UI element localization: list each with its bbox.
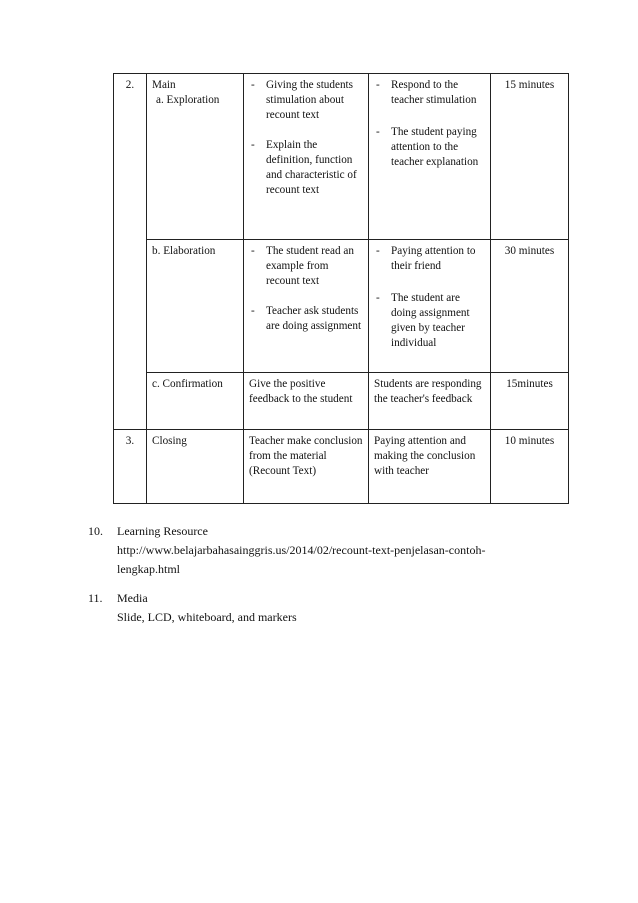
table-row <box>114 430 569 504</box>
stage-substep: b. Elaboration <box>152 245 216 257</box>
list-item: - The student paying attention to the teacher explanation <box>374 125 485 170</box>
list-item: - Paying attention to their friend <box>374 244 485 274</box>
student-activity-cell: Students are responding the teacher's feedback <box>369 373 491 430</box>
list-item: - Giving the students stimulation about recount text <box>249 78 363 123</box>
section-number: 11. <box>88 591 103 605</box>
stage-cell <box>147 373 244 430</box>
lesson-plan-table <box>113 73 569 504</box>
time-cell: 15 minutes <box>491 74 569 240</box>
stage-cell <box>147 240 244 373</box>
stage-cell <box>147 74 244 240</box>
table-row <box>114 240 569 373</box>
stage-substep: c. Confirmation <box>152 378 223 390</box>
stage-substep: Closing <box>152 435 187 447</box>
media-section <box>88 589 297 627</box>
section-title: Learning Resource <box>117 524 208 538</box>
time-cell: 10 minutes <box>491 430 569 504</box>
row-number <box>114 373 147 430</box>
section-title: Media <box>117 591 148 605</box>
table-row <box>114 74 569 240</box>
student-activity-cell: Paying attention and making the conclusion with teacher <box>369 430 491 504</box>
list-item: - The student read an example from recount text <box>249 244 363 289</box>
section-number: 10. <box>88 524 103 538</box>
stage-title: Main <box>152 79 176 91</box>
list-item: - The student are doing assignment given by teacher individual <box>374 291 485 351</box>
time-cell: 15minutes <box>491 373 569 430</box>
media-text: Slide, LCD, whiteboard, and markers <box>117 610 297 624</box>
list-item: - Respond to the teacher stimulation <box>374 78 485 108</box>
teacher-activity-cell: Give the positive feedback to the student <box>244 373 369 430</box>
teacher-activity-cell <box>244 74 369 240</box>
student-activity-cell <box>369 74 491 240</box>
row-number: 2. <box>114 74 147 240</box>
stage-cell <box>147 430 244 504</box>
row-number: 3. <box>114 430 147 504</box>
list-item: - Explain the definition, function and characteristic of recount text <box>249 138 363 198</box>
learning-resource-section <box>88 522 485 579</box>
resource-url-line: lengkap.html <box>117 562 180 576</box>
teacher-activity-cell <box>244 240 369 373</box>
row-number <box>114 240 147 373</box>
stage-substep: a. Exploration <box>156 94 220 106</box>
time-cell: 30 minutes <box>491 240 569 373</box>
resource-url-line: http://www.belajarbahasainggris.us/2014/02/recount-text-penjelasan-contoh- <box>117 543 486 557</box>
student-activity-cell <box>369 240 491 373</box>
list-item: - Teacher ask students are doing assignment <box>249 304 363 334</box>
table-row <box>114 373 569 430</box>
teacher-activity-cell: Teacher make conclusion from the material (Recount Text) <box>244 430 369 504</box>
